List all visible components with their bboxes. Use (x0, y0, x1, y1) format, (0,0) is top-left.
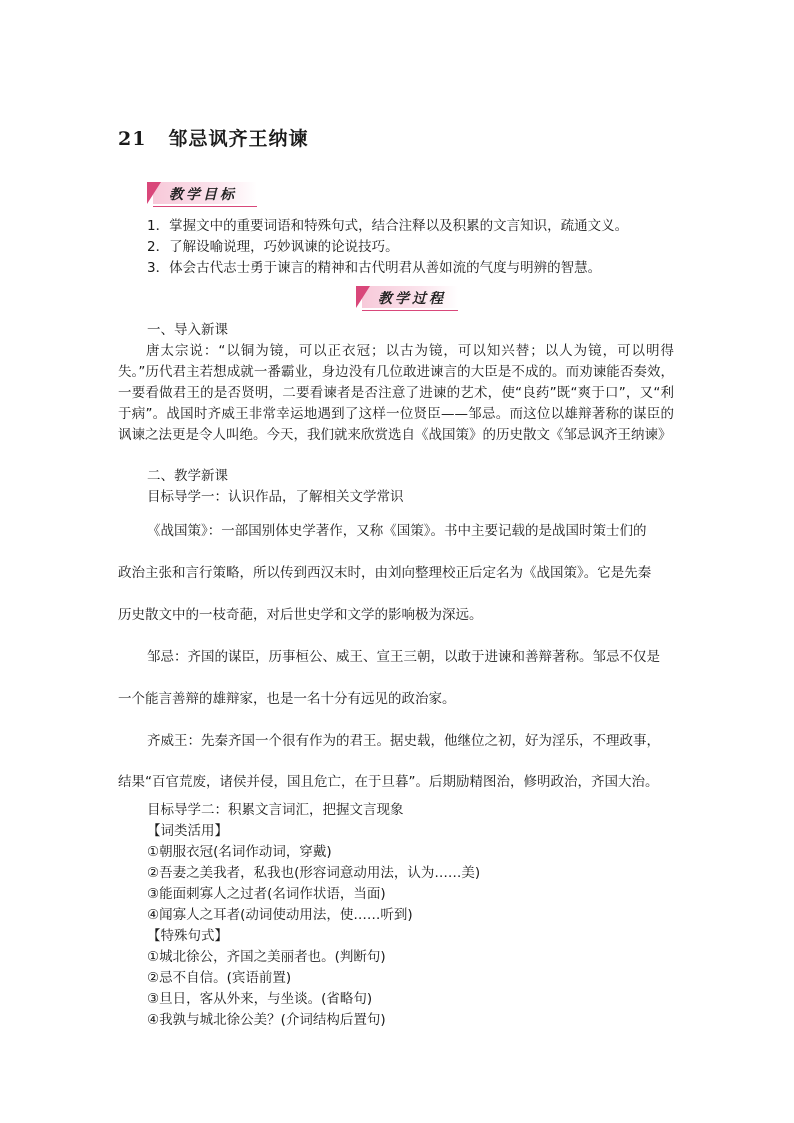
part-heading: 二、教学新课 (147, 468, 228, 484)
section-label: 教学目标 (169, 187, 237, 203)
list-item: ③能面刺寡人之过者(名词作状语，当面) (147, 886, 386, 902)
text-line: 结果“百官荒废，诸侯并侵，国且危亡，在于旦暮”。后期励精图治，修明政治，齐国大治。 (118, 774, 659, 790)
text-line: 一个能言善辩的雄辩家，也是一名十分有远见的政治家。 (118, 691, 456, 707)
text-line: 齐威王：先秦齐国一个很有作为的君王。据史载，他继位之初，好为淫乐，不理政事， (147, 733, 660, 749)
objective-item: 2．了解设喻说理，巧妙讽谏的论说技巧。 (147, 239, 399, 255)
list-item: ②吾妻之美我者，私我也(形容词意动用法，认为……美) (147, 865, 481, 881)
banner-triangle-icon (147, 182, 161, 204)
text-line: 《战国策》：一部国别体史学著作，又称《国策》。书中主要记载的是战国时策士们的 (147, 523, 647, 539)
list-item: ②忌不自信。(宾语前置) (147, 970, 292, 986)
lesson-title: 邹忌讽齐王纳谏 (168, 128, 309, 150)
intro-paragraph: 唐太宗说：“以铜为镜，可以正衣冠；以古为镜，可以知兴替；以人为镜，可以明得失。”历代君主若想成就一番霸业，身边没有几位敢进谏言的大臣是不成的。而劝谏能否奏效，一要看做君王的是否贤明，二要看谏者是否注意了进谏的艺术，使“良药”既“爽于口”，又“利于病”。战国时齐威王非常幸运地遇到了这样一位贤臣——邹忌。而这位以雄辩著称的谋臣的讽谏之法更是令人叫绝。今天，我们就来欣赏选自《战国策》的历史散文《邹忌讽齐王纳谏》 (118, 343, 674, 443)
text-line: 政治主张和言行策略，所以传到西汉末时，由刘向整理校正后定名为《战国策》。它是先秦 (118, 565, 652, 581)
banner-triangle-icon (356, 286, 370, 308)
section-label: 教学过程 (378, 291, 446, 307)
subsection-heading: 【特殊句式】 (147, 928, 228, 944)
objective-item: 1．掌握文中的重要词语和特殊句式，结合注释以及积累的文言知识，疏通文义。 (147, 218, 629, 234)
list-item: ①城北徐公，齐国之美丽者也。(判断句) (147, 949, 386, 965)
list-item: ①朝服衣冠(名词作动词，穿戴) (147, 844, 332, 860)
text-line: 历史散文中的一枝奇葩，对后世史学和文学的影响极为深远。 (118, 607, 483, 623)
section-banner-process (356, 286, 458, 308)
lesson-number: 21 (118, 128, 147, 150)
page-title (118, 124, 308, 151)
objective-item: 3．体会古代志士勇于谏言的精神和古代明君从善如流的气度与明辨的智慧。 (147, 260, 602, 276)
list-item: ③旦日，客从外来，与坐谈。(省略句) (147, 991, 373, 1007)
list-item: ④我孰与城北徐公美？(介词结构后置句) (147, 1012, 386, 1028)
section-banner-objectives (147, 182, 257, 204)
list-item: ④闻寡人之耳者(动词使动用法，使……听到) (147, 907, 413, 923)
goal-heading: 目标导学一：认识作品，了解相关文学常识 (147, 489, 404, 505)
goal-heading: 目标导学二：积累文言词汇，把握文言现象 (147, 802, 404, 818)
text-line: 邹忌：齐国的谋臣，历事桓公、威王、宣王三朝，以敢于进谏和善辩著称。邹忌不仅是 (147, 649, 660, 665)
subsection-heading: 【词类活用】 (147, 823, 228, 839)
part-heading: 一、导入新课 (147, 322, 228, 338)
